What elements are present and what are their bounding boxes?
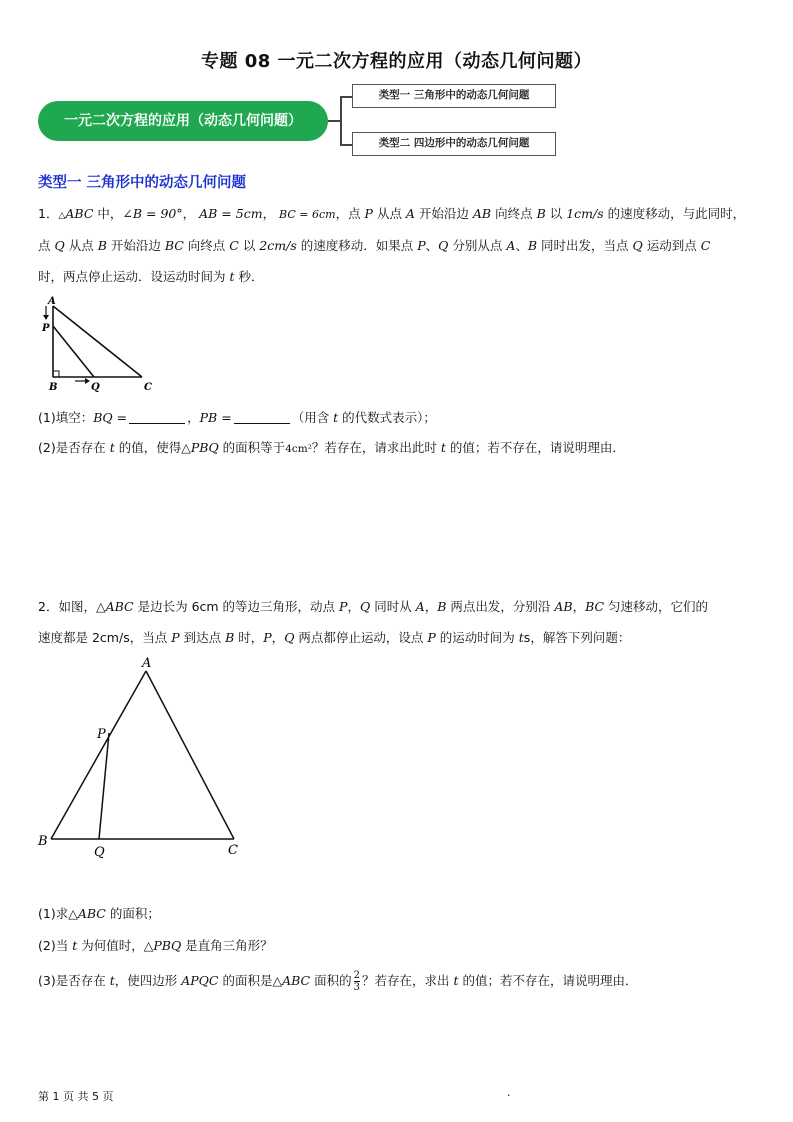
text: 是边长为: [133, 599, 192, 614]
math-var: P: [417, 238, 426, 253]
math-var: AB: [472, 206, 492, 221]
text: 分别从点: [448, 238, 507, 253]
problem-number: 1．: [38, 206, 59, 221]
text: 秒．: [234, 269, 264, 284]
text: 开始沿边: [414, 206, 473, 221]
text: 是直角三角形？: [181, 938, 273, 953]
text: 到达点: [179, 630, 226, 645]
page-footer: 第 1 页 共 5 页: [38, 1090, 114, 1103]
math-var: Q: [359, 599, 371, 614]
math-expr: BQ =: [93, 410, 128, 425]
triangle-symbol: △: [95, 599, 106, 614]
math-var: P: [339, 599, 348, 614]
problem1-line3: [38, 267, 264, 285]
text: 匀速移动，它们的: [604, 599, 709, 614]
text: 如图，: [58, 599, 96, 614]
section-heading: 类型一 三角形中的动态几何问题: [38, 175, 247, 191]
text: ，: [572, 599, 586, 614]
text: 的面积等于: [218, 440, 286, 455]
math-var: t: [229, 269, 235, 284]
text: 同时从: [370, 599, 416, 614]
math-var: A: [415, 599, 425, 614]
mindmap-root: 一元二次方程的应用（动态几何问题）: [38, 101, 328, 141]
math-var: B: [437, 599, 447, 614]
math-expr: 1cm/s: [566, 206, 604, 221]
text: 填空：: [55, 410, 94, 425]
text: 运动到点: [642, 238, 701, 253]
math-var: Q: [284, 630, 295, 645]
problem2-question3: [38, 970, 637, 993]
page-title: 专题 08 一元二次方程的应用（动态几何问题）: [200, 51, 593, 72]
triangle-symbol: △: [58, 211, 66, 221]
math-var: Q: [438, 238, 449, 253]
math-var: P: [364, 206, 373, 221]
math-var: AB: [554, 599, 573, 614]
math-var: Q: [54, 238, 65, 253]
problem-number: 2．: [38, 599, 59, 614]
math-var: ABC: [77, 906, 106, 921]
text: 两点出发，分别沿: [446, 599, 555, 614]
text: 的面积是: [218, 973, 273, 988]
math-var: t: [109, 973, 115, 988]
footer-dot: .: [507, 1086, 511, 1099]
label-b: B: [38, 834, 48, 849]
text: 是否存在: [55, 440, 110, 455]
math-var: t: [518, 630, 524, 645]
math-var: t: [109, 440, 115, 455]
text: ，: [271, 630, 285, 645]
math-var: ABC: [65, 206, 94, 221]
text: ，: [347, 599, 360, 614]
math-expr: AB = 5cm: [199, 206, 263, 221]
text: 的速度移动，与此同时，: [603, 206, 746, 221]
unit: s: [523, 630, 531, 645]
question-label: (3): [38, 973, 56, 988]
answer-blank-pb[interactable]: [234, 423, 290, 424]
math-expr: 6cm: [191, 599, 219, 614]
triangle-symbol: △: [143, 938, 154, 953]
label-p: P: [97, 727, 106, 742]
side-ac: [146, 671, 234, 839]
math-var: t: [333, 410, 339, 425]
figure-equilateral-triangle: [30, 655, 260, 865]
math-expr: 2cm/s: [91, 630, 130, 645]
text: 的面积；: [105, 906, 160, 921]
text: 的值；若不存在，请说明理由．: [458, 973, 638, 988]
mindmap-connector: [340, 96, 342, 145]
text: 开始沿边: [106, 238, 165, 253]
text: 从点: [372, 206, 406, 221]
text: ，使四边形: [114, 973, 182, 988]
right-angle-mark: [53, 371, 59, 377]
text: 向终点: [491, 206, 537, 221]
segment-pq: [99, 733, 109, 839]
text: （用含: [291, 410, 334, 425]
problem2-line2: [38, 628, 630, 646]
text: 点: [38, 238, 55, 253]
math-expr: PB =: [199, 410, 232, 425]
text: 时，: [234, 630, 264, 645]
mindmap-connector: [340, 96, 352, 98]
math-var: B: [536, 206, 546, 221]
triangle-symbol: △: [68, 906, 78, 921]
label-c: C: [144, 382, 152, 393]
text: ，: [182, 206, 200, 221]
mindmap-connector: [340, 144, 352, 146]
fraction: [354, 970, 360, 993]
text: 当: [55, 938, 73, 953]
fraction-numerator: 2: [353, 970, 360, 981]
problem2-question1: [38, 904, 160, 922]
question-label: (1): [38, 906, 56, 921]
text: ，: [424, 599, 438, 614]
math-var: B: [97, 238, 107, 253]
text: 的值；若不存在，请说明理由．: [445, 440, 625, 455]
problem1-question1: [38, 408, 436, 426]
math-var: A: [506, 238, 516, 253]
label-c: C: [228, 843, 238, 858]
math-var: PBQ: [190, 440, 219, 455]
label-b: B: [49, 382, 58, 393]
problem2-question2: [38, 936, 273, 954]
label-a: A: [142, 656, 152, 671]
text: ，当点: [129, 630, 172, 645]
text: 求: [55, 906, 69, 921]
arrow-down-head: [43, 315, 49, 320]
text: ，: [262, 206, 280, 221]
text: 以: [545, 206, 567, 221]
text: 同时出发，当点: [537, 238, 633, 253]
label-q: Q: [91, 382, 100, 393]
math-var: t: [72, 938, 78, 953]
mindmap-branch-2: 类型二 四边形中的动态几何问题: [352, 132, 556, 156]
answer-blank-bq[interactable]: [129, 423, 185, 424]
math-var: P: [263, 630, 272, 645]
math-expr: ∠B = 90°: [122, 206, 183, 221]
text: 中，: [93, 206, 123, 221]
question-label: (2): [38, 440, 56, 455]
problem1-line1: [38, 204, 745, 222]
math-var: ABC: [105, 599, 134, 614]
math-var: A: [405, 206, 415, 221]
problem2-line1: [38, 597, 708, 615]
text: ？若存在，请求出此时: [311, 440, 441, 455]
question-label: (1): [38, 410, 56, 425]
text: 、: [515, 238, 528, 253]
label-q: Q: [94, 845, 105, 860]
math-var: t: [440, 440, 446, 455]
math-var: ABC: [282, 973, 311, 988]
math-var: PBQ: [153, 938, 182, 953]
math-var: t: [453, 973, 459, 988]
math-var: BC: [164, 238, 184, 253]
text: ，: [187, 410, 200, 425]
triangle-symbol: △: [181, 440, 191, 455]
text: 两点都停止运动，设点: [294, 630, 428, 645]
side-ab: [51, 671, 146, 839]
text: 时，两点停止运动．设运动时间为: [38, 269, 230, 284]
text: 从点: [64, 238, 98, 253]
math-var: B: [225, 630, 235, 645]
math-var: BC: [585, 599, 605, 614]
label-p: P: [42, 323, 50, 334]
math-var: B: [527, 238, 538, 253]
text: 的运动时间为: [435, 630, 519, 645]
figure-right-triangle: [38, 293, 168, 393]
text: 以: [238, 238, 260, 253]
problem1-question2: [38, 438, 625, 456]
math-var: C: [229, 238, 239, 253]
text: 的代数式表示）；: [338, 410, 436, 425]
text: 速度都是: [38, 630, 92, 645]
text: ？若存在，求出: [361, 973, 454, 988]
mindmap-branch-1: 类型一 三角形中的动态几何问题: [352, 84, 556, 108]
text: 的等边三角形，动点: [218, 599, 340, 614]
text: ，点: [335, 206, 365, 221]
text: 、: [425, 238, 439, 253]
text: 面积的: [310, 973, 352, 988]
text: 是否存在: [55, 973, 110, 988]
math-var: P: [171, 630, 180, 645]
math-var: P: [427, 630, 436, 645]
problem1-line2: [38, 236, 710, 254]
text: 向终点: [183, 238, 230, 253]
fraction-denominator: 3: [353, 982, 360, 993]
text: 为何值时，: [77, 938, 144, 953]
question-label: (2): [38, 938, 56, 953]
text: 的值，使得: [114, 440, 182, 455]
math-expr: BC = 6cm: [279, 208, 336, 221]
math-expr: 2cm/s: [259, 238, 297, 253]
text: 的速度移动．如果点: [296, 238, 418, 253]
math-var: C: [700, 238, 711, 253]
text: ，解答下列问题：: [530, 630, 631, 645]
math-expr: 4cm²: [285, 443, 312, 455]
math-var: APQC: [181, 973, 219, 988]
arrow-right-head: [85, 378, 90, 384]
math-var: Q: [632, 238, 643, 253]
triangle-symbol: △: [272, 973, 283, 988]
label-a: A: [48, 296, 56, 307]
